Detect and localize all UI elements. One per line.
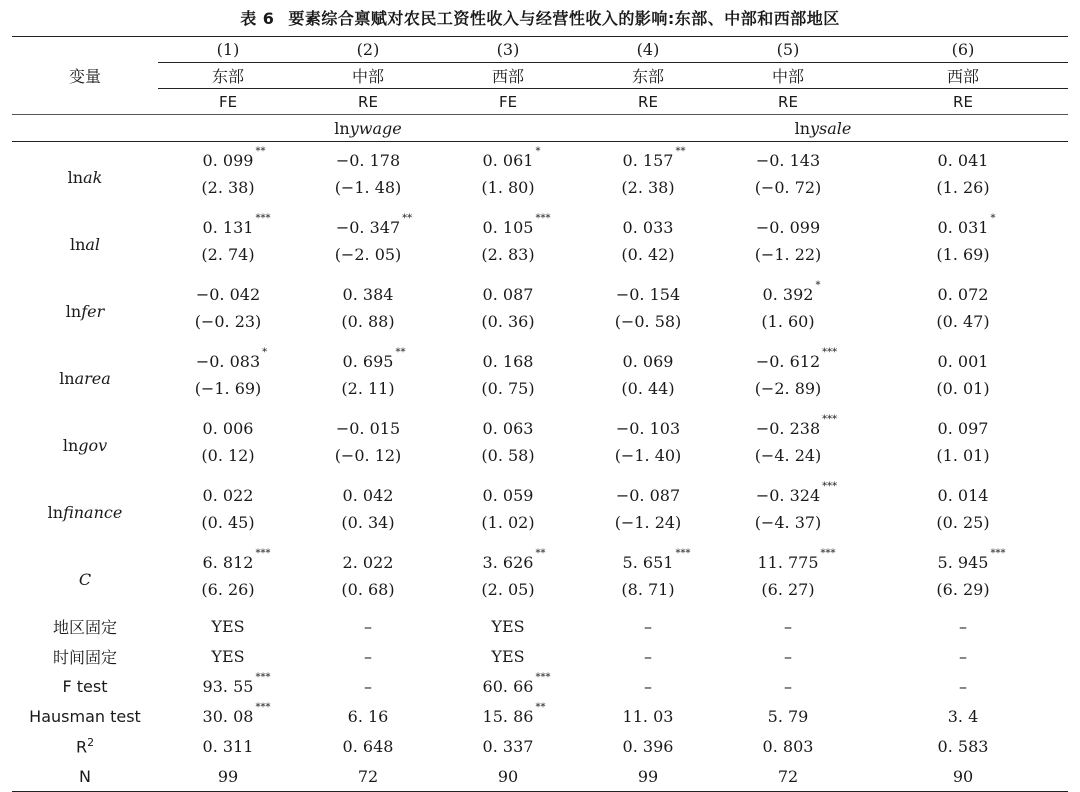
cell-value: 0. 069 — [622, 352, 674, 371]
variable-name: C — [78, 570, 92, 589]
coefficient-cell — [578, 209, 718, 242]
coefficient-cell — [438, 477, 578, 510]
statistic-cell — [718, 641, 858, 671]
cell-value: 11. 03 — [622, 706, 674, 726]
t-stat-cell: (−1. 40) — [614, 445, 682, 465]
cell-value: – — [364, 676, 372, 696]
table-title: 要素综合禀赋对农民工资性收入与经营性收入的影响:东部、中部和西部地区 — [288, 9, 840, 28]
table-caption — [0, 6, 1080, 29]
significance-stars: ** — [535, 548, 546, 559]
cell-value: YES — [491, 646, 525, 666]
coefficient-cell — [438, 276, 578, 309]
model-number: (4) — [578, 37, 718, 63]
coefficient-cell — [718, 477, 858, 510]
cell-value: 2. 022 — [342, 553, 394, 572]
t-stat-cell: (1. 60) — [761, 311, 815, 331]
cell-value: 0. 097 — [937, 419, 989, 438]
significance-stars: ** — [675, 146, 686, 157]
coefficient-cell — [718, 343, 858, 376]
cell-value: 99 — [637, 766, 659, 786]
cell-value: – — [784, 676, 792, 696]
coefficient-cell — [438, 343, 578, 376]
t-stat-cell: (6. 29) — [936, 579, 990, 599]
cell-value: −0. 324 *** — [755, 481, 838, 505]
t-stat-cell: (2. 83) — [481, 244, 535, 264]
variable-name: lngov — [62, 436, 108, 455]
statistic-cell — [858, 611, 1068, 641]
statistic-cell — [438, 701, 578, 731]
cell-value: −0. 178 — [335, 151, 401, 170]
significance-stars: ** — [395, 347, 406, 358]
cell-value: 0. 087 — [482, 285, 534, 304]
statistic-cell — [438, 671, 578, 701]
header-methods — [12, 89, 1068, 115]
model-method: RE — [578, 89, 718, 115]
cell-value: – — [364, 646, 372, 666]
coefficient-cell — [158, 477, 298, 510]
variable-name: lnal — [69, 235, 101, 254]
cell-value: 0. 059 — [482, 486, 534, 505]
t-stat-cell: (0. 75) — [481, 378, 535, 398]
statistic-row — [12, 671, 1068, 701]
statistic-label: N — [12, 761, 158, 792]
statistic-label: 地区固定 — [52, 617, 117, 637]
statistic-cell — [858, 671, 1068, 701]
t-stat-cell: (2. 05) — [481, 579, 535, 599]
cell-value: 0. 695 ** — [342, 347, 406, 371]
t-stat-row — [12, 242, 1068, 276]
model-region: 东部 — [578, 63, 718, 89]
coefficient-row — [12, 209, 1068, 242]
significance-stars: *** — [255, 671, 271, 683]
cell-value: – — [784, 616, 792, 636]
statistic-cell — [578, 731, 718, 761]
coefficient-cell — [438, 209, 578, 242]
model-number: (2) — [298, 37, 438, 63]
significance-stars: * — [535, 146, 541, 157]
coefficient-row — [12, 343, 1068, 376]
t-stat-cell: (0. 45) — [201, 512, 255, 532]
model-number: (5) — [718, 37, 858, 63]
model-number: (6) — [858, 37, 1068, 63]
coefficient-cell — [298, 544, 438, 577]
header-model-numbers — [12, 37, 1068, 63]
t-stat-cell: (0. 34) — [341, 512, 395, 532]
t-stat-cell: (2. 11) — [341, 378, 395, 398]
cell-value: 0. 099 ** — [202, 146, 266, 170]
coefficient-cell — [298, 477, 438, 510]
cell-value: −0. 238 *** — [755, 414, 838, 438]
cell-value: 0. 031 * — [937, 213, 996, 237]
statistic-cell — [438, 731, 578, 761]
model-method: FE — [158, 89, 298, 115]
t-stat-row — [12, 175, 1068, 209]
coefficient-cell — [438, 142, 578, 176]
variable-column-header: 变量 — [12, 37, 158, 115]
t-stat-cell: (2. 38) — [201, 177, 255, 197]
t-stat-cell: (−1. 22) — [754, 244, 822, 264]
statistic-row — [12, 611, 1068, 641]
statistic-row — [12, 761, 1068, 792]
statistic-cell — [158, 701, 298, 731]
t-stat-cell: (6. 26) — [201, 579, 255, 599]
t-stat-cell: (1. 69) — [936, 244, 990, 264]
dependent-spacer — [12, 115, 158, 142]
cell-value: 5. 79 — [767, 706, 809, 726]
t-stat-cell: (1. 02) — [481, 512, 535, 532]
variable-name: lnarea — [59, 369, 111, 388]
coefficient-cell — [858, 276, 1068, 309]
cell-value: −0. 042 — [195, 285, 261, 304]
coefficient-cell — [158, 343, 298, 376]
statistic-cell — [298, 611, 438, 641]
cell-value: 0. 105 *** — [482, 213, 551, 237]
cell-value: YES — [491, 616, 525, 636]
statistic-cell — [578, 671, 718, 701]
cell-value: 0. 311 — [202, 736, 254, 756]
coefficient-cell — [858, 209, 1068, 242]
statistic-cell — [158, 761, 298, 792]
cell-value: 5. 945 *** — [937, 548, 1006, 572]
model-region: 西部 — [438, 63, 578, 89]
regression-table — [12, 36, 1068, 792]
t-stat-cell: (0. 44) — [621, 378, 675, 398]
header-dependent-vars — [12, 115, 1068, 142]
coefficient-cell — [578, 276, 718, 309]
variable-name: lnfer — [65, 302, 105, 321]
coefficient-cell — [438, 544, 578, 577]
statistic-label: Hausman test — [29, 706, 141, 726]
coefficient-cell — [298, 343, 438, 376]
t-stat-cell: (−0. 72) — [754, 177, 822, 197]
statistic-row — [12, 641, 1068, 671]
cell-value: 0. 396 — [622, 736, 674, 756]
coefficient-cell — [858, 477, 1068, 510]
coefficient-cell — [718, 544, 858, 577]
coefficient-cell — [578, 343, 718, 376]
t-stat-cell: (0. 36) — [481, 311, 535, 331]
statistic-label: F test — [62, 676, 108, 696]
cell-value: 0. 803 — [762, 736, 814, 756]
cell-value: 3. 626 ** — [482, 548, 546, 572]
t-stat-cell: (1. 01) — [936, 445, 990, 465]
coefficient-row — [12, 544, 1068, 577]
significance-stars: * — [815, 280, 821, 291]
t-stat-row — [12, 510, 1068, 544]
model-number: (1) — [158, 37, 298, 63]
cell-value: 72 — [777, 766, 799, 786]
significance-stars: *** — [255, 548, 271, 559]
model-method: RE — [298, 89, 438, 115]
dependent-var-sale: lnysale — [578, 115, 1068, 142]
significance-stars: * — [262, 347, 268, 358]
statistic-cell — [718, 611, 858, 641]
cell-value: −0. 087 — [615, 486, 681, 505]
significance-stars: *** — [535, 213, 551, 224]
statistic-row — [12, 731, 1068, 761]
statistic-cell — [438, 761, 578, 792]
statistic-row — [12, 701, 1068, 731]
cell-value: – — [364, 616, 372, 636]
statistic-cell — [858, 761, 1068, 792]
t-stat-row — [12, 577, 1068, 611]
t-stat-cell: (0. 47) — [936, 311, 990, 331]
cell-value: −0. 103 — [615, 419, 681, 438]
cell-value: 0. 337 — [482, 736, 534, 756]
cell-value: 0. 061 * — [482, 146, 541, 170]
t-stat-cell: (0. 88) — [341, 311, 395, 331]
t-stat-cell: (0. 25) — [936, 512, 990, 532]
coefficient-cell — [158, 276, 298, 309]
cell-value: 90 — [952, 766, 974, 786]
statistic-cell — [858, 641, 1068, 671]
cell-value: −0. 083 * — [195, 347, 268, 371]
cell-value: 3. 4 — [947, 706, 979, 726]
statistic-cell — [298, 701, 438, 731]
coefficient-row — [12, 410, 1068, 443]
model-method: RE — [718, 89, 858, 115]
t-stat-cell: (1. 80) — [481, 177, 535, 197]
coefficient-row — [12, 142, 1068, 176]
statistic-cell — [158, 731, 298, 761]
cell-value: 0. 168 — [482, 352, 534, 371]
t-stat-cell: (−0. 12) — [334, 445, 402, 465]
statistic-cell — [298, 671, 438, 701]
t-stat-cell: (−0. 23) — [194, 311, 262, 331]
coefficient-cell — [858, 410, 1068, 443]
significance-stars: ** — [255, 146, 266, 157]
coefficient-cell — [578, 477, 718, 510]
t-stat-row — [12, 443, 1068, 477]
cell-value: 6. 812 *** — [202, 548, 271, 572]
significance-stars: *** — [255, 701, 271, 713]
coefficient-cell — [158, 544, 298, 577]
coefficient-cell — [298, 209, 438, 242]
variable-name: lnak — [67, 168, 103, 187]
cell-value: – — [784, 646, 792, 666]
cell-value: 0. 041 — [937, 151, 989, 170]
cell-value: 15. 86 ** — [482, 701, 546, 726]
statistic-cell — [438, 611, 578, 641]
statistic-cell — [718, 761, 858, 792]
cell-value: – — [959, 616, 967, 636]
significance-stars: *** — [822, 481, 838, 492]
t-stat-cell: (0. 12) — [201, 445, 255, 465]
header-regions — [12, 63, 1068, 89]
cell-value: 6. 16 — [347, 706, 389, 726]
significance-stars: *** — [822, 347, 838, 358]
statistic-label: 时间固定 — [52, 647, 117, 667]
cell-value: 11. 775 *** — [757, 548, 836, 572]
statistic-cell — [718, 731, 858, 761]
coefficient-cell — [718, 142, 858, 176]
cell-value: – — [644, 676, 652, 696]
coefficient-cell — [858, 544, 1068, 577]
cell-value: 0. 648 — [342, 736, 394, 756]
coefficient-cell — [158, 142, 298, 176]
cell-value: 0. 014 — [937, 486, 989, 505]
cell-value: −0. 015 — [335, 419, 401, 438]
variable-name: lnfinance — [47, 503, 123, 522]
coefficient-cell — [718, 410, 858, 443]
t-stat-row — [12, 309, 1068, 343]
statistic-label: $R^2$ — [75, 735, 95, 757]
cell-value: 90 — [497, 766, 519, 786]
coefficient-cell — [158, 209, 298, 242]
cell-value: 93. 55 *** — [202, 671, 271, 696]
significance-stars: * — [990, 213, 996, 224]
significance-stars: *** — [535, 671, 551, 683]
model-region: 西部 — [858, 63, 1068, 89]
t-stat-cell: (8. 71) — [621, 579, 675, 599]
t-stat-cell: (−1. 69) — [194, 378, 262, 398]
cell-value: – — [959, 676, 967, 696]
model-region: 东部 — [158, 63, 298, 89]
cell-value: −0. 143 — [755, 151, 821, 170]
cell-value: 0. 001 — [937, 352, 989, 371]
coefficient-cell — [578, 410, 718, 443]
cell-value: 0. 033 — [622, 218, 674, 237]
significance-stars: ** — [402, 213, 413, 224]
cell-value: 72 — [357, 766, 379, 786]
t-stat-cell: (0. 68) — [341, 579, 395, 599]
statistic-cell — [858, 731, 1068, 761]
t-stat-cell: (2. 74) — [201, 244, 255, 264]
significance-stars: *** — [820, 548, 836, 559]
coefficient-cell — [298, 410, 438, 443]
cell-value: YES — [211, 616, 245, 636]
cell-value: −0. 347 ** — [335, 213, 413, 237]
cell-value: −0. 154 — [615, 285, 681, 304]
statistic-cell — [298, 641, 438, 671]
cell-value: 0. 157 ** — [622, 146, 686, 170]
t-stat-cell: (−0. 58) — [614, 311, 682, 331]
statistic-cell — [718, 671, 858, 701]
t-stat-cell: (0. 58) — [481, 445, 535, 465]
model-method: RE — [858, 89, 1068, 115]
cell-value: 0. 063 — [482, 419, 534, 438]
cell-value: 0. 384 — [342, 285, 394, 304]
t-stat-cell: (−2. 05) — [334, 244, 402, 264]
cell-value: – — [644, 616, 652, 636]
statistic-cell — [858, 701, 1068, 731]
cell-value: 30. 08 *** — [202, 701, 271, 726]
coefficient-cell — [298, 276, 438, 309]
cell-value: −0. 099 — [755, 218, 821, 237]
table-body — [12, 142, 1068, 792]
model-method: FE — [438, 89, 578, 115]
coefficient-cell — [438, 410, 578, 443]
cell-value: YES — [211, 646, 245, 666]
cell-value: 0. 022 — [202, 486, 254, 505]
cell-value: 60. 66 *** — [482, 671, 551, 696]
t-stat-cell: (0. 01) — [936, 378, 990, 398]
cell-value: 0. 072 — [937, 285, 989, 304]
coefficient-row — [12, 276, 1068, 309]
statistic-cell — [718, 701, 858, 731]
coefficient-cell — [578, 544, 718, 577]
statistic-cell — [298, 731, 438, 761]
coefficient-cell — [158, 410, 298, 443]
coefficient-cell — [718, 209, 858, 242]
model-number: (3) — [438, 37, 578, 63]
t-stat-cell: (−1. 48) — [334, 177, 402, 197]
t-stat-cell: (2. 38) — [621, 177, 675, 197]
t-stat-cell: (1. 26) — [936, 177, 990, 197]
cell-value: −0. 612 *** — [755, 347, 838, 371]
significance-stars: *** — [990, 548, 1006, 559]
t-stat-cell: (0. 42) — [621, 244, 675, 264]
cell-value: 0. 131 *** — [202, 213, 271, 237]
coefficient-cell — [718, 276, 858, 309]
dependent-var-wage: lnywage — [158, 115, 578, 142]
coefficient-row — [12, 477, 1068, 510]
significance-stars: ** — [535, 701, 546, 713]
t-stat-cell: (6. 27) — [761, 579, 815, 599]
cell-value: – — [644, 646, 652, 666]
statistic-cell — [578, 641, 718, 671]
coefficient-cell — [858, 343, 1068, 376]
t-stat-cell: (−4. 24) — [754, 445, 822, 465]
table-number: 表 6 — [240, 9, 275, 28]
t-stat-row — [12, 376, 1068, 410]
t-stat-cell: (−2. 89) — [754, 378, 822, 398]
coefficient-cell — [298, 142, 438, 176]
significance-stars: *** — [255, 213, 271, 224]
cell-value: 0. 583 — [937, 736, 989, 756]
cell-value: 0. 042 — [342, 486, 394, 505]
coefficient-cell — [578, 142, 718, 176]
model-region: 中部 — [718, 63, 858, 89]
statistic-cell — [578, 761, 718, 792]
statistic-cell — [578, 701, 718, 731]
t-stat-cell: (−1. 24) — [614, 512, 682, 532]
statistic-cell — [578, 611, 718, 641]
cell-value: 0. 006 — [202, 419, 254, 438]
statistic-cell — [298, 761, 438, 792]
cell-value: 5. 651 *** — [622, 548, 691, 572]
cell-value: 0. 392 * — [762, 280, 821, 304]
model-region: 中部 — [298, 63, 438, 89]
significance-stars: *** — [675, 548, 691, 559]
statistic-cell — [438, 641, 578, 671]
significance-stars: *** — [822, 414, 838, 425]
cell-value: – — [959, 646, 967, 666]
coefficient-cell — [858, 142, 1068, 176]
cell-value: 99 — [217, 766, 239, 786]
statistic-cell — [158, 641, 298, 671]
statistic-cell — [158, 611, 298, 641]
t-stat-cell: (−4. 37) — [754, 512, 822, 532]
statistic-cell — [158, 671, 298, 701]
